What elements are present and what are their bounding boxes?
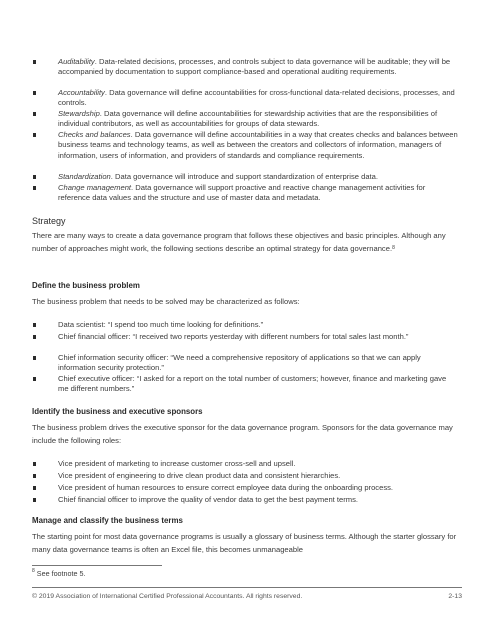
copyright-text: © 2019 Association of International Certified Professional Accountants. All rights reserved. (32, 593, 303, 600)
bullet-icon (33, 462, 36, 465)
bullet-text: Chief information security officer: “We need a comprehensive repository of applications so that we can apply information security protection.” (58, 353, 421, 373)
bullet-text: Chief financial officer to improve the quality of vendor data to get the best payment terms. (58, 495, 358, 504)
list-item (32, 172, 458, 182)
footnote (32, 569, 86, 578)
footnote-text: See footnote 5. (36, 569, 86, 578)
list-item (32, 130, 458, 161)
strategy-text: There are many ways to create a data governance program that follows these objectives and basic principles. Although any number of approaches might work, the following sections describe an optimal strategy for data governance. (32, 231, 446, 253)
list-item (32, 183, 458, 204)
subheading-manage: Manage and classify the business terms (32, 516, 183, 525)
bullet-text: . Data governance will define accountabilities for stewardship activities that are the responsibilities of individual contributors, as well as accountabilities for groups of data stewards. (58, 109, 438, 129)
manage-paragraph: The starting point for most data governance programs is usually a glossary of business terms. Although the starter glossary for many data governance teams is often an Excel file, this becomes unmanageable (32, 532, 457, 554)
bullet-text: Vice president of marketing to increase customer cross-sell and upsell. (58, 459, 296, 468)
list-item (32, 109, 458, 130)
footnote-number: 8 (32, 568, 35, 574)
bullet-text: . Data governance will define accountabilities in a way that creates checks and balances between business teams and technology teams, as well as between the creators and collectors of information, managers of information, users of information, and providers of standards and compliance requirements. (58, 130, 458, 160)
page-footer (32, 593, 462, 600)
list-item (32, 459, 458, 469)
bullet-text: . Data governance will introduce and support standardization of enterprise data. (110, 172, 378, 181)
list-item (32, 57, 458, 78)
bullet-text: . Data governance will support proactive and reactive change management activities for reference data values and the structure and use of master data and metadata. (58, 183, 426, 203)
list-item (32, 374, 458, 395)
footer-divider (32, 587, 462, 588)
bullet-text: . Data-related decisions, processes, and controls subject to data governance will be auditable; they will be accompanied by documentation to support compliance-based and operational auditing requirements. (58, 57, 451, 77)
bullet-icon (33, 91, 36, 94)
footnote-ref: 8 (392, 244, 395, 251)
page-number: 2-13 (448, 593, 462, 600)
bullet-text: . Data governance will define accountabilities for cross-functional data-related decisions, processes, and controls. (58, 88, 455, 108)
list-item (32, 353, 458, 374)
section-heading-strategy: Strategy (32, 216, 66, 226)
list-item (32, 483, 458, 493)
bullet-term: Auditability (58, 57, 95, 66)
list-item (32, 495, 458, 505)
bullet-text: Chief executive officer: “I asked for a report on the total number of customers; however, finance and marketing gave me different numbers.” (58, 374, 447, 394)
bullet-icon (33, 486, 36, 489)
bullet-term: Accountability (58, 88, 105, 97)
footnote-divider (32, 565, 162, 566)
bullet-icon (33, 133, 36, 136)
define-intro: The business problem that needs to be solved may be characterized as follows: (32, 297, 300, 306)
list-item (32, 332, 458, 342)
bullet-icon (33, 60, 36, 63)
list-item (32, 320, 458, 330)
bullet-text: Data scientist: “I spend too much time looking for definitions.” (58, 320, 264, 329)
list-item (32, 471, 458, 481)
bullet-term: Checks and balances (58, 130, 131, 139)
bullet-icon (33, 335, 36, 338)
bullet-icon (33, 356, 36, 359)
bullet-icon (33, 323, 36, 326)
bullet-term: Change management (58, 183, 132, 192)
bullet-text: Vice president of engineering to drive clean product data and consistent hierarchies. (58, 471, 341, 480)
list-item (32, 88, 458, 109)
bullet-icon (33, 474, 36, 477)
bullet-term: Standardization (58, 172, 111, 181)
bullet-term: Stewardship (58, 109, 100, 118)
bullet-icon (33, 377, 36, 380)
bullet-icon (33, 112, 36, 115)
strategy-paragraph (32, 230, 462, 256)
bullet-icon (33, 498, 36, 501)
subheading-identify: Identify the business and executive sponsors (32, 407, 203, 416)
identify-intro: The business problem drives the executive sponsor for the data governance program. Sponsors for the data governance may include the following roles: (32, 423, 453, 445)
subheading-define: Define the business problem (32, 281, 140, 290)
bullet-icon (33, 186, 36, 189)
bullet-icon (33, 175, 36, 178)
bullet-text: Vice president of human resources to ensure correct employee data during the onboarding process. (58, 483, 394, 492)
bullet-text: Chief financial officer: “I received two reports yesterday with different numbers for total sales last month.” (58, 332, 409, 341)
